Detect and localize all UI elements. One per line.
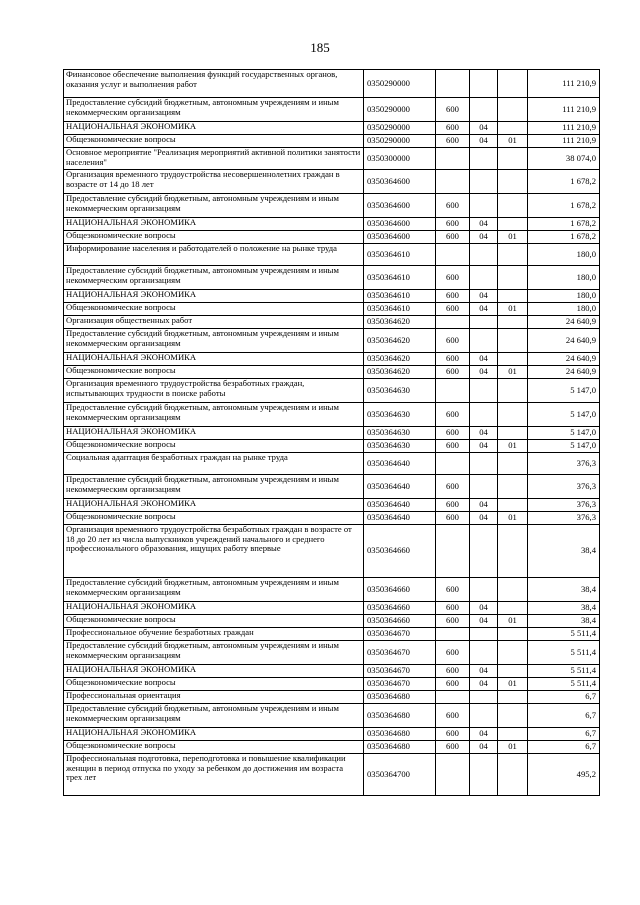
cell-amount: 111 210,9 (528, 135, 600, 148)
cell-amount: 6,7 (528, 704, 600, 728)
cell-amount: 1 678,2 (528, 231, 600, 244)
cell-name: НАЦИОНАЛЬНАЯ ЭКОНОМИКА (64, 122, 364, 135)
table-row (64, 427, 600, 440)
cell-amount: 1 678,2 (528, 218, 600, 231)
cell-rz (470, 641, 498, 665)
cell-pr (498, 475, 528, 499)
cell-rz (470, 194, 498, 218)
cell-code: 0350364630 (364, 379, 436, 403)
cell-amount: 180,0 (528, 244, 600, 266)
cell-vr (436, 691, 470, 704)
cell-code: 0350364640 (364, 499, 436, 512)
table-row (64, 615, 600, 628)
cell-amount: 376,3 (528, 453, 600, 475)
cell-amount: 5 147,0 (528, 379, 600, 403)
table-row (64, 379, 600, 403)
table-row (64, 329, 600, 353)
cell-vr: 600 (436, 440, 470, 453)
cell-vr: 600 (436, 678, 470, 691)
cell-name: Предоставление субсидий бюджетным, автономным учреждениям и иным некоммерческим организациям (64, 329, 364, 353)
cell-code: 0350364660 (364, 525, 436, 578)
table-row (64, 641, 600, 665)
cell-vr (436, 379, 470, 403)
cell-code: 0350364640 (364, 512, 436, 525)
cell-rz: 04 (470, 499, 498, 512)
table-row (64, 602, 600, 615)
cell-pr (498, 453, 528, 475)
table-row (64, 499, 600, 512)
cell-pr (498, 170, 528, 194)
cell-pr (498, 266, 528, 290)
cell-code: 0350364680 (364, 704, 436, 728)
cell-code: 0350364660 (364, 615, 436, 628)
cell-name: Профессиональное обучение безработных граждан (64, 628, 364, 641)
cell-rz: 04 (470, 353, 498, 366)
cell-amount: 6,7 (528, 741, 600, 754)
cell-name: Предоставление субсидий бюджетным, автономным учреждениям и иным некоммерческим организациям (64, 704, 364, 728)
cell-code: 0350290000 (364, 135, 436, 148)
cell-name: НАЦИОНАЛЬНАЯ ЭКОНОМИКА (64, 499, 364, 512)
cell-name: Предоставление субсидий бюджетным, автономным учреждениям и иным некоммерческим организациям (64, 475, 364, 499)
cell-pr (498, 602, 528, 615)
table-row (64, 244, 600, 266)
cell-vr: 600 (436, 512, 470, 525)
cell-name: Предоставление субсидий бюджетным, автономным учреждениям и иным некоммерческим организациям (64, 194, 364, 218)
cell-rz: 04 (470, 427, 498, 440)
cell-name: Организация временного трудоустройства безработных граждан, испытывающих трудности в поиске работы (64, 379, 364, 403)
cell-vr: 600 (436, 122, 470, 135)
cell-amount: 24 640,9 (528, 329, 600, 353)
cell-name: Общеэкономические вопросы (64, 615, 364, 628)
cell-pr (498, 427, 528, 440)
cell-pr (498, 628, 528, 641)
table-row (64, 453, 600, 475)
cell-pr (498, 353, 528, 366)
table-row (64, 231, 600, 244)
cell-vr: 600 (436, 602, 470, 615)
cell-code: 0350364630 (364, 427, 436, 440)
cell-code: 0350364610 (364, 244, 436, 266)
cell-name: Предоставление субсидий бюджетным, автономным учреждениям и иным некоммерческим организациям (64, 266, 364, 290)
cell-code: 0350364600 (364, 194, 436, 218)
cell-rz (470, 98, 498, 122)
cell-name: Предоставление субсидий бюджетным, автономным учреждениям и иным некоммерческим организациям (64, 98, 364, 122)
cell-vr: 600 (436, 353, 470, 366)
table-row (64, 170, 600, 194)
cell-amount: 5 511,4 (528, 678, 600, 691)
cell-code: 0350300000 (364, 148, 436, 170)
cell-vr (436, 244, 470, 266)
cell-amount: 376,3 (528, 499, 600, 512)
page-number: 185 (310, 40, 330, 55)
cell-amount: 38 074,0 (528, 148, 600, 170)
cell-vr (436, 453, 470, 475)
cell-vr (436, 316, 470, 329)
table-row (64, 440, 600, 453)
cell-code: 0350364680 (364, 741, 436, 754)
cell-name: Общеэкономические вопросы (64, 135, 364, 148)
cell-pr: 01 (498, 512, 528, 525)
table-row (64, 122, 600, 135)
cell-rz (470, 691, 498, 704)
cell-rz (470, 316, 498, 329)
cell-pr: 01 (498, 615, 528, 628)
table-row (64, 266, 600, 290)
cell-name: НАЦИОНАЛЬНАЯ ЭКОНОМИКА (64, 427, 364, 440)
cell-name: Профессиональная подготовка, переподготовка и повышение квалификации женщин в период отпуска по уходу за ребенком до достижения им возраста трех лет (64, 754, 364, 796)
cell-rz (470, 628, 498, 641)
cell-amount: 111 210,9 (528, 122, 600, 135)
cell-vr: 600 (436, 366, 470, 379)
cell-amount: 24 640,9 (528, 353, 600, 366)
cell-code: 0350364620 (364, 316, 436, 329)
cell-rz (470, 453, 498, 475)
cell-vr: 600 (436, 303, 470, 316)
cell-name: Предоставление субсидий бюджетным, автономным учреждениям и иным некоммерческим организациям (64, 641, 364, 665)
cell-code: 0350364680 (364, 728, 436, 741)
cell-pr (498, 148, 528, 170)
cell-amount: 180,0 (528, 303, 600, 316)
cell-code: 0350364620 (364, 366, 436, 379)
cell-name: НАЦИОНАЛЬНАЯ ЭКОНОМИКА (64, 353, 364, 366)
cell-pr (498, 290, 528, 303)
cell-vr: 600 (436, 615, 470, 628)
cell-rz (470, 148, 498, 170)
cell-name: Общеэкономические вопросы (64, 303, 364, 316)
cell-name: Общеэкономические вопросы (64, 512, 364, 525)
cell-amount: 111 210,9 (528, 70, 600, 98)
cell-pr (498, 728, 528, 741)
cell-vr (436, 628, 470, 641)
cell-name: Организация временного трудоустройства безработных граждан в возрасте от 18 до 20 лет из числа выпускников учреждений начального и среднего профессионального образования, ищущих работу впервые (64, 525, 364, 578)
cell-vr: 600 (436, 741, 470, 754)
table-row (64, 70, 600, 98)
table-row (64, 316, 600, 329)
cell-code: 0350364670 (364, 628, 436, 641)
table-row (64, 678, 600, 691)
cell-name: Организация временного трудоустройства несовершеннолетних граждан в возрасте от 14 до 18 лет (64, 170, 364, 194)
cell-name: НАЦИОНАЛЬНАЯ ЭКОНОМИКА (64, 602, 364, 615)
cell-pr (498, 329, 528, 353)
table-row (64, 98, 600, 122)
cell-rz: 04 (470, 290, 498, 303)
cell-code: 0350364600 (364, 231, 436, 244)
cell-name: Предоставление субсидий бюджетным, автономным учреждениям и иным некоммерческим организациям (64, 578, 364, 602)
cell-name: Общеэкономические вопросы (64, 741, 364, 754)
cell-pr (498, 403, 528, 427)
cell-name: Информирование населения и работодателей о положение на рынке труда (64, 244, 364, 266)
cell-pr (498, 379, 528, 403)
cell-code: 0350364620 (364, 353, 436, 366)
cell-rz: 04 (470, 218, 498, 231)
cell-rz: 04 (470, 728, 498, 741)
cell-pr (498, 499, 528, 512)
table-row (64, 135, 600, 148)
cell-code: 0350290000 (364, 122, 436, 135)
cell-amount: 38,4 (528, 602, 600, 615)
table-row (64, 525, 600, 578)
table-row (64, 290, 600, 303)
cell-name: Общеэкономические вопросы (64, 678, 364, 691)
budget-table (63, 69, 600, 796)
table-row (64, 148, 600, 170)
cell-name: Общеэкономические вопросы (64, 231, 364, 244)
table-row (64, 475, 600, 499)
cell-name: Предоставление субсидий бюджетным, автономным учреждениям и иным некоммерческим организациям (64, 403, 364, 427)
table-row (64, 303, 600, 316)
cell-amount: 6,7 (528, 691, 600, 704)
cell-code: 0350364670 (364, 665, 436, 678)
table-row (64, 194, 600, 218)
cell-amount: 5 511,4 (528, 665, 600, 678)
cell-code: 0350364630 (364, 440, 436, 453)
cell-vr: 600 (436, 194, 470, 218)
cell-vr: 600 (436, 499, 470, 512)
cell-code: 0350364680 (364, 691, 436, 704)
cell-rz: 04 (470, 366, 498, 379)
cell-amount: 24 640,9 (528, 366, 600, 379)
cell-amount: 5 147,0 (528, 403, 600, 427)
cell-amount: 5 147,0 (528, 440, 600, 453)
cell-amount: 495,2 (528, 754, 600, 796)
cell-vr: 600 (436, 266, 470, 290)
cell-pr (498, 122, 528, 135)
cell-amount: 5 511,4 (528, 628, 600, 641)
cell-code: 0350364620 (364, 329, 436, 353)
cell-rz (470, 244, 498, 266)
cell-rz (470, 170, 498, 194)
cell-code: 0350364660 (364, 602, 436, 615)
cell-pr: 01 (498, 135, 528, 148)
cell-code: 0350364600 (364, 218, 436, 231)
table-row (64, 665, 600, 678)
cell-rz: 04 (470, 602, 498, 615)
cell-name: НАЦИОНАЛЬНАЯ ЭКОНОМИКА (64, 728, 364, 741)
cell-vr (436, 754, 470, 796)
cell-rz: 04 (470, 303, 498, 316)
table-row (64, 512, 600, 525)
cell-code: 0350364660 (364, 578, 436, 602)
cell-rz: 04 (470, 741, 498, 754)
cell-amount: 376,3 (528, 475, 600, 499)
cell-rz (470, 266, 498, 290)
cell-amount: 180,0 (528, 290, 600, 303)
cell-name: Финансовое обеспечение выполнения функций государственных органов, оказания услуг и выполнения работ (64, 70, 364, 98)
cell-amount: 38,4 (528, 615, 600, 628)
cell-name: Общеэкономические вопросы (64, 366, 364, 379)
cell-rz: 04 (470, 512, 498, 525)
cell-code: 0350364610 (364, 290, 436, 303)
cell-rz: 04 (470, 231, 498, 244)
cell-rz (470, 329, 498, 353)
cell-code: 0350290000 (364, 70, 436, 98)
cell-pr (498, 218, 528, 231)
cell-code: 0350364630 (364, 403, 436, 427)
cell-rz: 04 (470, 615, 498, 628)
cell-pr: 01 (498, 440, 528, 453)
cell-name: НАЦИОНАЛЬНАЯ ЭКОНОМИКА (64, 290, 364, 303)
table-row (64, 628, 600, 641)
cell-pr: 01 (498, 303, 528, 316)
cell-rz: 04 (470, 440, 498, 453)
table-row (64, 741, 600, 754)
cell-code: 0350364640 (364, 453, 436, 475)
cell-amount: 1 678,2 (528, 194, 600, 218)
cell-vr: 600 (436, 231, 470, 244)
cell-amount: 24 640,9 (528, 316, 600, 329)
cell-amount: 376,3 (528, 512, 600, 525)
cell-pr: 01 (498, 366, 528, 379)
cell-rz (470, 525, 498, 578)
cell-name: Общеэкономические вопросы (64, 440, 364, 453)
table-row (64, 754, 600, 796)
cell-rz (470, 754, 498, 796)
cell-vr: 600 (436, 704, 470, 728)
cell-pr (498, 691, 528, 704)
cell-name: НАЦИОНАЛЬНАЯ ЭКОНОМИКА (64, 218, 364, 231)
cell-code: 0350364640 (364, 475, 436, 499)
cell-vr: 600 (436, 98, 470, 122)
cell-vr: 600 (436, 403, 470, 427)
cell-rz: 04 (470, 135, 498, 148)
cell-amount: 1 678,2 (528, 170, 600, 194)
cell-pr (498, 98, 528, 122)
cell-pr (498, 578, 528, 602)
cell-pr (498, 525, 528, 578)
cell-vr: 600 (436, 578, 470, 602)
cell-code: 0350364600 (364, 170, 436, 194)
cell-amount: 111 210,9 (528, 98, 600, 122)
cell-amount: 6,7 (528, 728, 600, 741)
cell-vr: 600 (436, 475, 470, 499)
cell-pr (498, 641, 528, 665)
cell-rz: 04 (470, 678, 498, 691)
cell-rz: 04 (470, 122, 498, 135)
cell-code: 0350364700 (364, 754, 436, 796)
table-row (64, 353, 600, 366)
cell-rz (470, 403, 498, 427)
cell-name: Основное мероприятие "Реализация мероприятий активной политики занятости населения" (64, 148, 364, 170)
cell-amount: 5 147,0 (528, 427, 600, 440)
table-row (64, 403, 600, 427)
cell-vr: 600 (436, 135, 470, 148)
cell-vr: 600 (436, 218, 470, 231)
cell-rz: 04 (470, 665, 498, 678)
cell-pr (498, 704, 528, 728)
cell-vr (436, 148, 470, 170)
cell-rz (470, 704, 498, 728)
cell-rz (470, 475, 498, 499)
cell-rz (470, 70, 498, 98)
cell-vr: 600 (436, 665, 470, 678)
cell-pr (498, 754, 528, 796)
cell-rz (470, 379, 498, 403)
cell-amount: 38,4 (528, 578, 600, 602)
table-row (64, 578, 600, 602)
cell-vr (436, 525, 470, 578)
cell-pr: 01 (498, 741, 528, 754)
cell-amount: 180,0 (528, 266, 600, 290)
cell-code: 0350364610 (364, 266, 436, 290)
cell-vr: 600 (436, 728, 470, 741)
table-row (64, 366, 600, 379)
cell-code: 0350364610 (364, 303, 436, 316)
cell-vr: 600 (436, 641, 470, 665)
cell-name: НАЦИОНАЛЬНАЯ ЭКОНОМИКА (64, 665, 364, 678)
cell-code: 0350364670 (364, 678, 436, 691)
table-row (64, 691, 600, 704)
cell-vr: 600 (436, 427, 470, 440)
cell-pr: 01 (498, 678, 528, 691)
cell-pr (498, 70, 528, 98)
cell-amount: 5 511,4 (528, 641, 600, 665)
cell-vr (436, 170, 470, 194)
table-row (64, 704, 600, 728)
cell-code: 0350290000 (364, 98, 436, 122)
cell-rz (470, 578, 498, 602)
cell-pr (498, 316, 528, 329)
cell-vr: 600 (436, 329, 470, 353)
cell-pr (498, 244, 528, 266)
cell-pr (498, 194, 528, 218)
cell-name: Профессиональная ориентация (64, 691, 364, 704)
cell-code: 0350364670 (364, 641, 436, 665)
cell-pr: 01 (498, 231, 528, 244)
cell-pr (498, 665, 528, 678)
cell-name: Организация общественных работ (64, 316, 364, 329)
table-row (64, 728, 600, 741)
cell-amount: 38,4 (528, 525, 600, 578)
table-row (64, 218, 600, 231)
cell-vr: 600 (436, 290, 470, 303)
cell-name: Социальная адаптация безработных граждан на рынке труда (64, 453, 364, 475)
cell-vr (436, 70, 470, 98)
table-body (64, 70, 600, 796)
